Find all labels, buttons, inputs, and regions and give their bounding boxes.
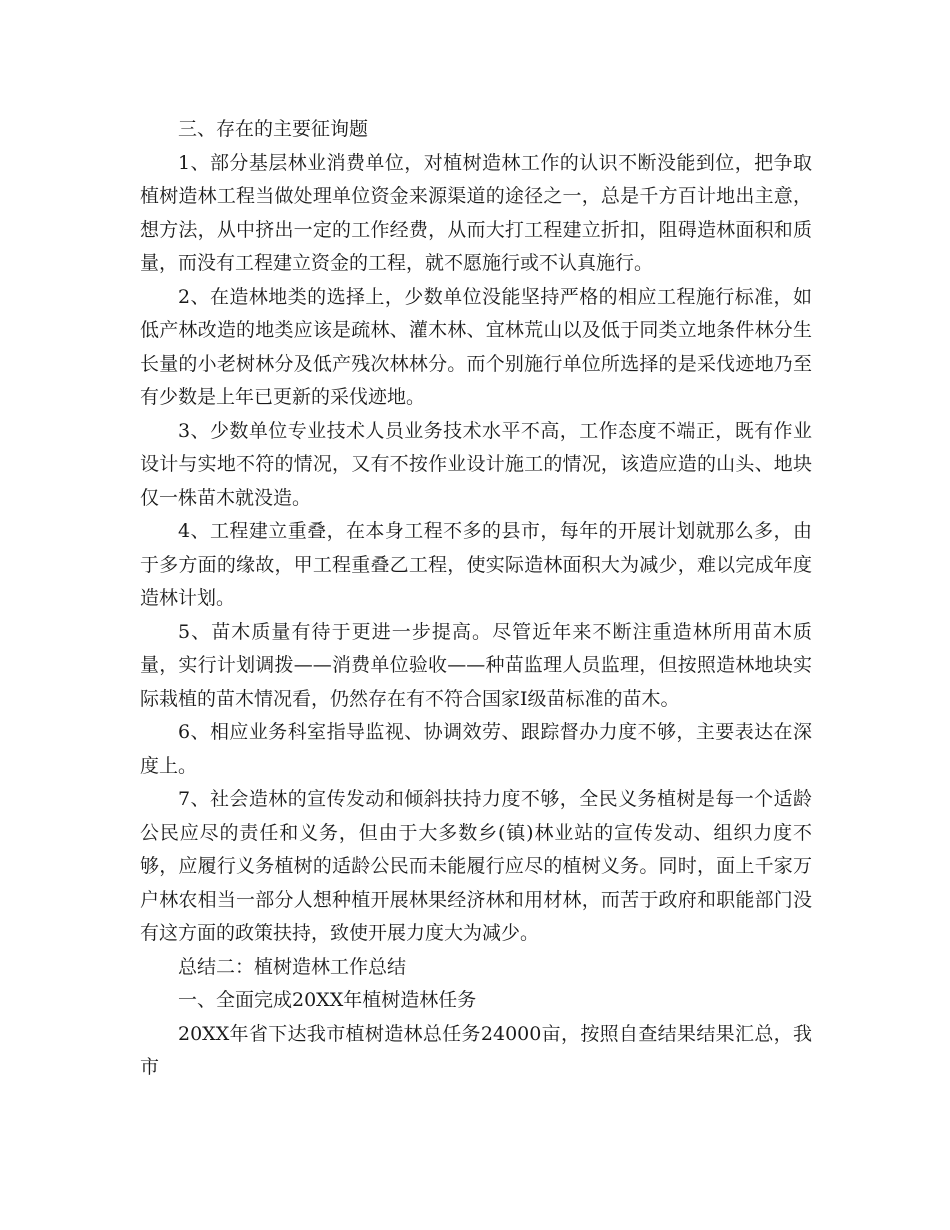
paragraph-5: 5、苗木质量有待于更进一步提高。尽管近年来不断注重造林所用苗木质量，实行计划调拨——消费单位验收——种苗监理人员监理，但按照造林地块实际栽植的苗木情况看，仍然存在有不符合国家Ⅰ级苗标准的苗木。 — [140, 620, 812, 710]
paragraph-last: 20XX年省下达我市植树造林总任务24000亩，按照自查结果结果汇总，我市 — [140, 1022, 812, 1078]
paragraph-3: 3、少数单位专业技术人员业务技术水平不高，工作态度不端正，既有作业设计与实地不符的情况，又有不按作业设计施工的情况，该造应造的山头、地块仅一株苗木就没造。 — [140, 419, 812, 509]
paragraph-4: 4、工程建立重叠，在本身工程不多的县市，每年的开展计划就那么多，由于多方面的缘故，甲工程重叠乙工程，使实际造林面积大为减少，难以完成年度造林计划。 — [140, 520, 812, 609]
paragraph-6: 6、相应业务科室指导监视、协调效劳、跟踪督办力度不够，主要表达在深度上。 — [140, 721, 812, 777]
paragraph-2: 2、在造林地类的选择上，少数单位没能坚持严格的相应工程施行标准，如低产林改造的地类应该是疏林、灌木林、宜林荒山以及低于同类立地条件林分生长量的小老树林分及低产残次林林分。而个别施行单位所选择的是采伐迹地乃至有少数是上年已更新的采伐迹地。 — [140, 285, 812, 408]
document-body — [140, 113, 812, 1085]
paragraph-1: 1、部分基层林业消费单位，对植树造林工作的认识不断没能到位，把争取植树造林工程当做处理单位资金来源渠道的途径之一，总是千方百计地出主意，想方法，从中挤出一定的工作经费，从而大打工程建立折扣，阻碍造林面积和质量，而没有工程建立资金的工程，就不愿施行或不认真施行。 — [140, 151, 812, 274]
subheading: 一、全面完成20XX年植树造林任务 — [178, 989, 477, 1011]
section-heading: 三、存在的主要征询题 — [178, 118, 369, 140]
paragraph-7: 7、社会造林的宣传发动和倾斜扶持力度不够，全民义务植树是每一个适龄公民应尽的责任和义务，但由于大多数乡(镇)林业站的宣传发动、组织力度不够，应履行义务植树的适龄公民而未能履行应尽的植树义务。同时，面上千家万户林农相当一部分人想种植开展林果经济林和用材林，而苦于政府和职能部门没有这方面的政策扶持，致使开展力度大为减少。 — [140, 788, 812, 944]
summary-title: 总结二：植树造林工作总结 — [178, 955, 407, 978]
